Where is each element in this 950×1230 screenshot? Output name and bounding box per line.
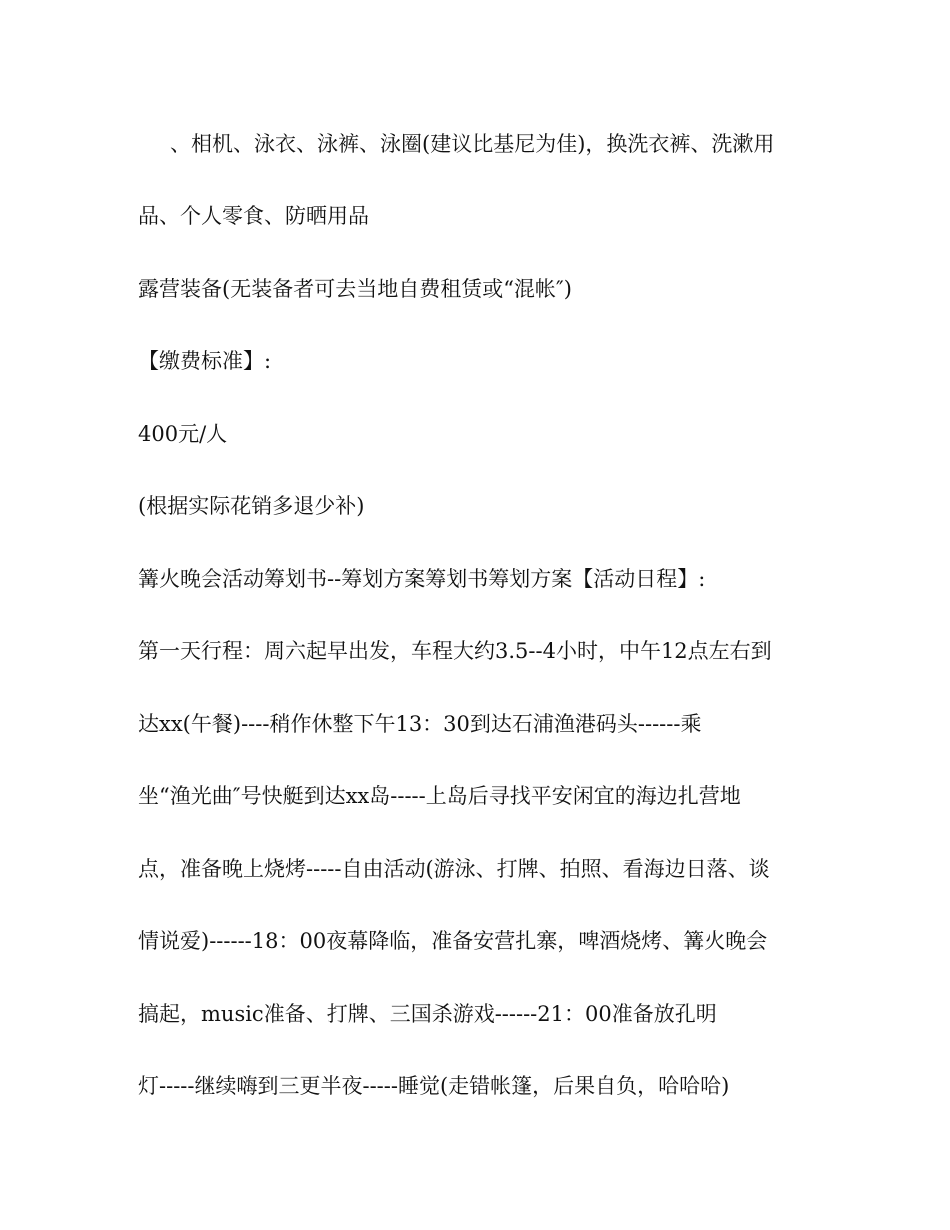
text-line-8: 第一天行程：周六起早出发，车程大约3.5--4小时，中午12点左右到 [138,639,772,663]
text-line-12: 情说爱)------18：00夜幕降临，准备安营扎寨，啤酒烧烤、篝火晚会 [138,929,768,953]
fee-amount: 400元/人 [138,422,228,446]
text-line-13: 搞起，music准备、打牌、三国杀游戏------21：00准备放孔明 [138,1002,717,1026]
text-line-9: 达xx(午餐)----稍作休整下午13：30到达石浦渔港码头------乘 [138,712,702,736]
text-line-3: 露营装备(无装备者可去当地自费租赁或“混帐″) [138,277,572,301]
text-line-14: 灯-----继续嗨到三更半夜-----睡觉(走错帐篷，后果自负，哈哈哈) [138,1074,730,1098]
section-heading-fee: 【缴费标准】: [138,349,272,373]
fee-note: (根据实际花销多退少补) [138,494,365,518]
text-line-10: 坐“渔光曲″号快艇到达xx岛-----上岛后寻找平安闲宜的海边扎营地 [138,784,741,808]
text-line-11: 点，准备晚上烧烤-----自由活动(游泳、打牌、拍照、看海边日落、谈 [138,857,770,881]
section-heading-schedule: 篝火晚会活动筹划书--筹划方案筹划书筹划方案【活动日程】: [138,567,706,591]
text-line-1: 、相机、泳衣、泳裤、泳圈(建议比基尼为佳)，换洗衣裤、洗漱用 [170,132,775,156]
text-line-2: 品、个人零食、防晒用品 [138,204,369,228]
